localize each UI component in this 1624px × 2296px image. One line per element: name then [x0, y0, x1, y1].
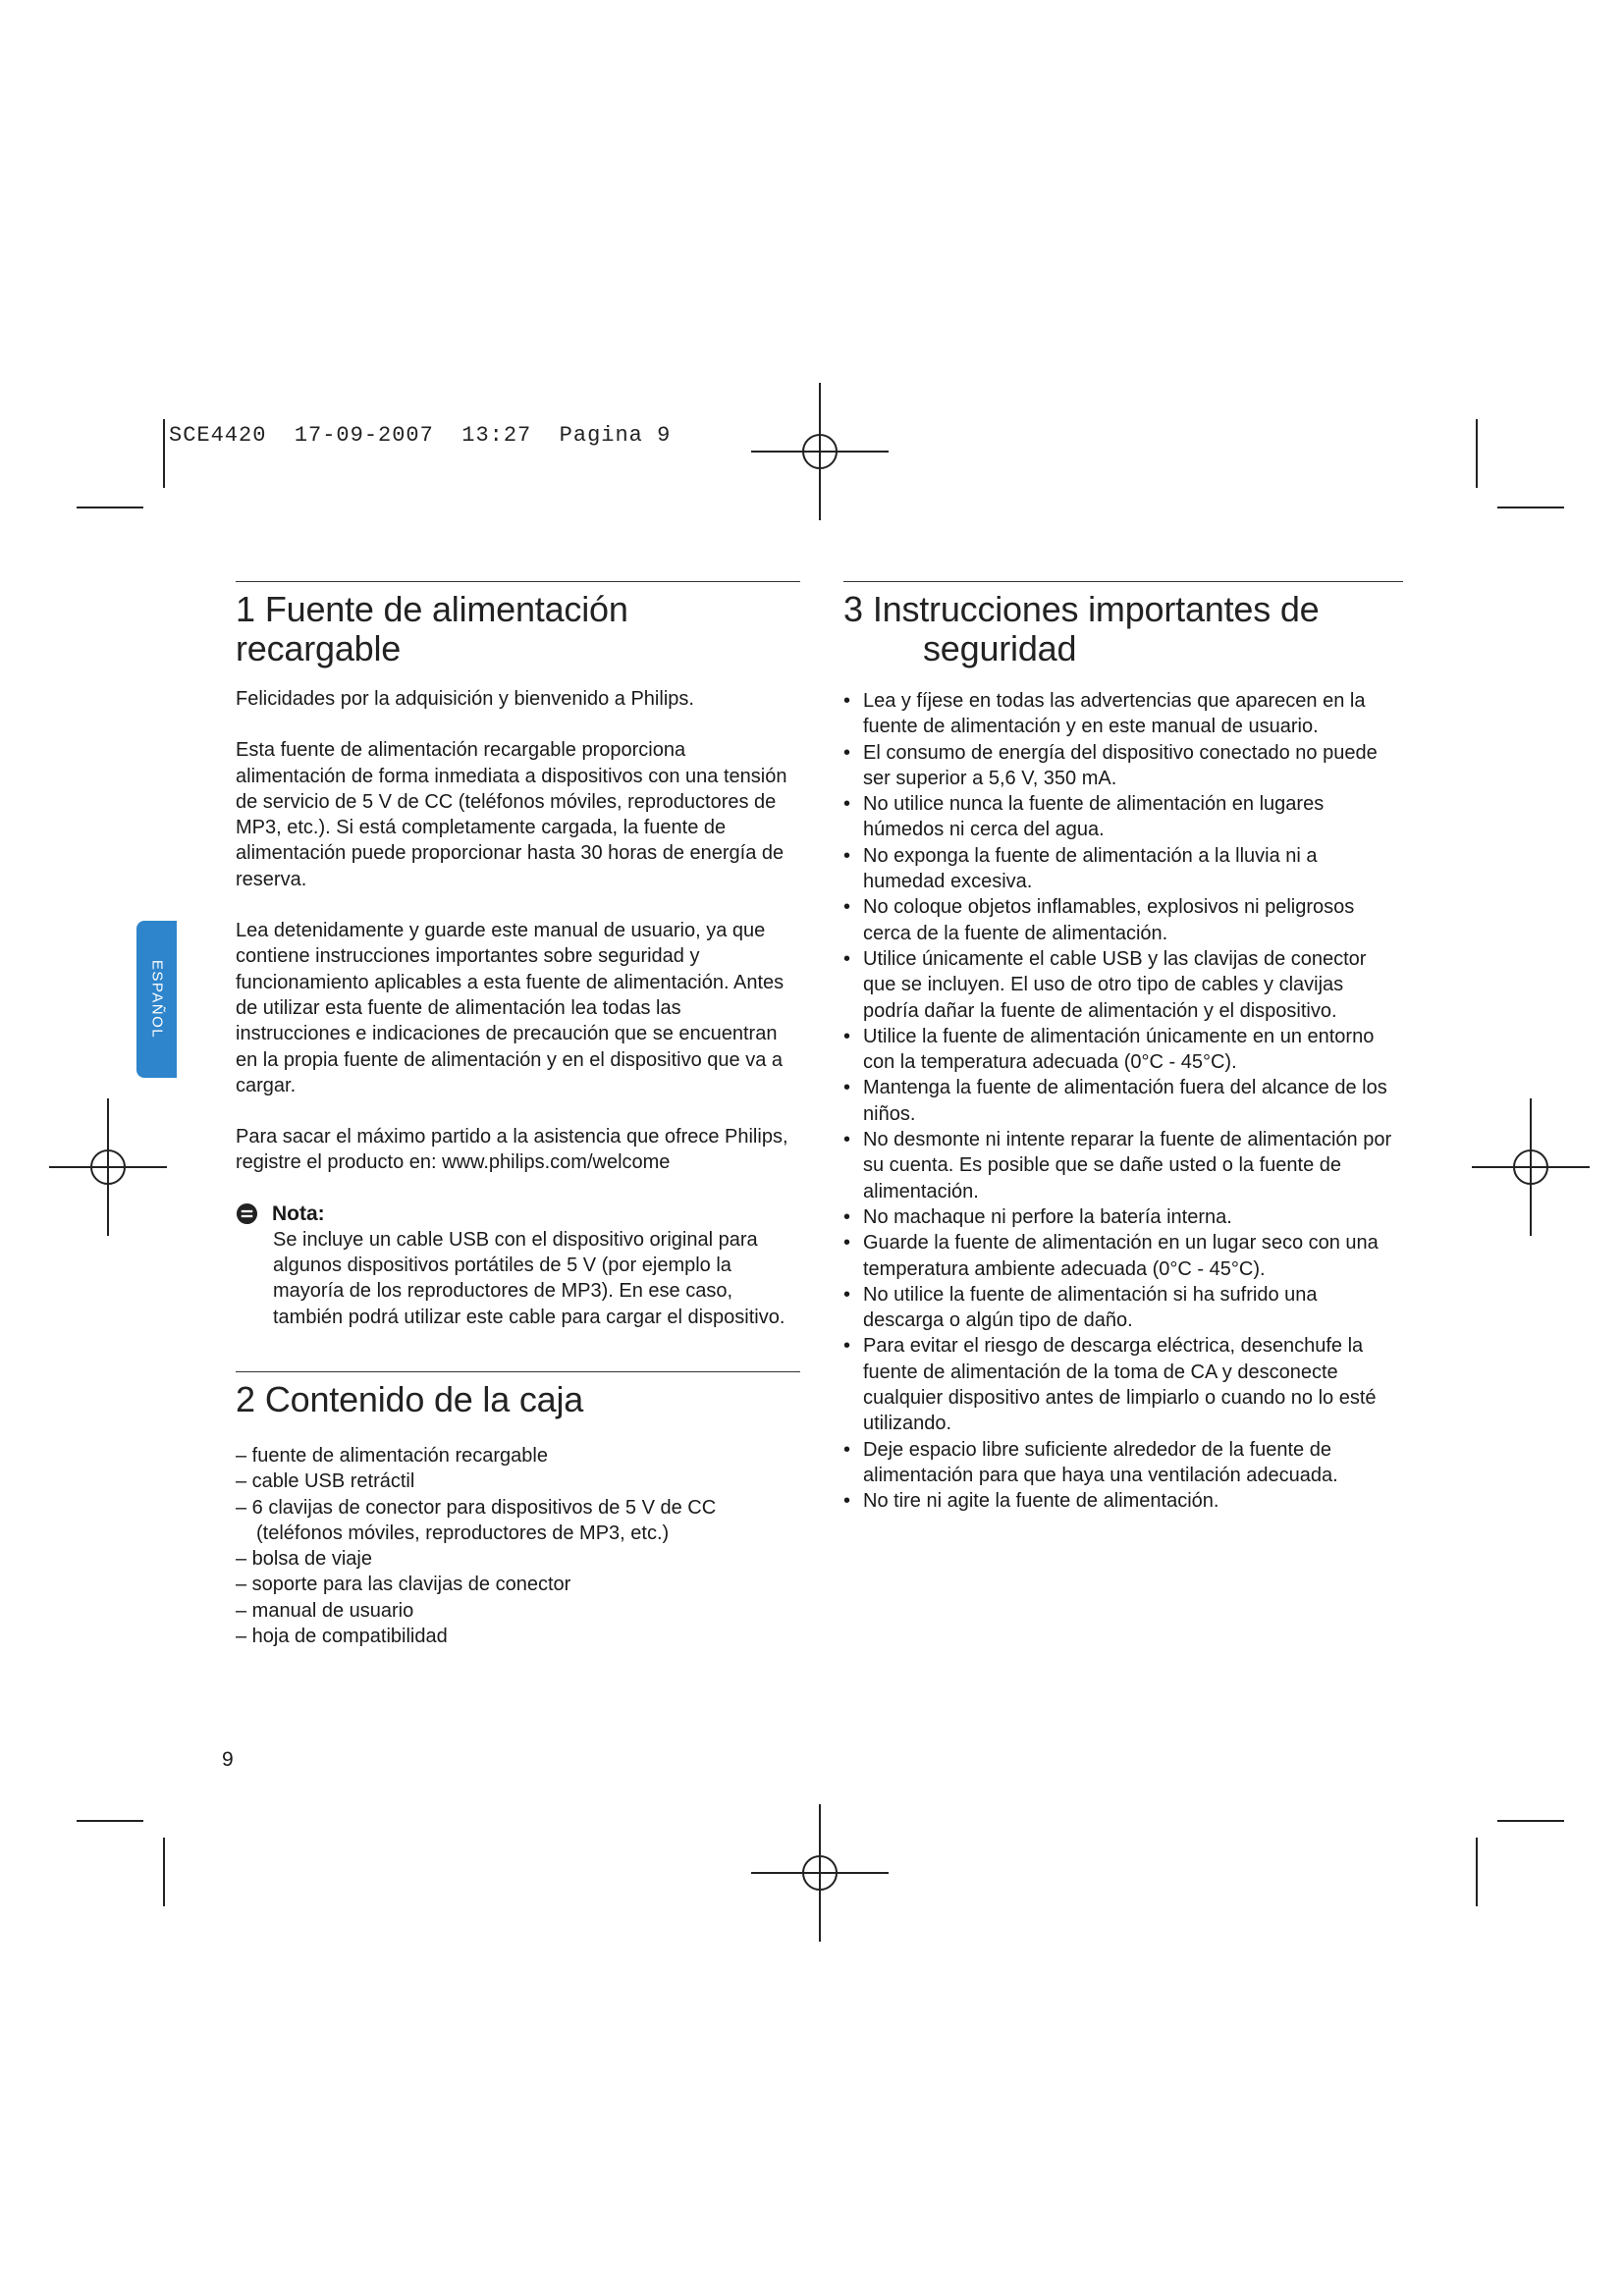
print-slug: SCE4420 17-09-2007 13:27 Pagina 9 — [169, 423, 672, 448]
bullet-glyph: • — [843, 896, 851, 919]
bullet-glyph: • — [843, 1283, 851, 1306]
section-1-paragraph-2: Lea detenidamente y guarde este manual de usuario, ya que contiene instrucciones importantes sobre seguridad y funcionamiento aplicables a esta fuente de alimentación. Antes de utilizar esta fuente de alimentación lea todas las instrucciones e indicaciones de precaución que se encuentran en la propia fuente de alimentación y en el dispositivo que va a cargar. — [236, 920, 785, 1096]
language-tab-label: ESPAÑOL — [148, 959, 165, 1040]
list-item-text: No exponga la fuente de alimentación a la lluvia ni a humedad excesiva. — [863, 844, 1318, 893]
section-1-rule — [236, 581, 800, 582]
list-item — [843, 1282, 1403, 1334]
list-item: – 6 clavijas de conector para dispositivos de 5 V de CC (teléfonos móviles, reproductores de MP3, etc.) — [236, 1496, 717, 1544]
note-label: Nota: — [272, 1201, 325, 1225]
page-number: 9 — [222, 1748, 234, 1771]
list-item: – fuente de alimentación recargable — [236, 1444, 548, 1467]
list-item — [843, 1204, 1403, 1230]
list-item-text: Para evitar el riesgo de descarga eléctrica, desenchufe la fuente de alimentación de la toma de CA y desconecte cualquier dispositivo antes de limpiarlo o cuando no lo esté utilizando. — [863, 1335, 1377, 1435]
section-2-rule — [236, 1371, 800, 1372]
crop-mark-top-right-horizontal — [1497, 507, 1564, 508]
section-1-heading — [236, 590, 800, 668]
list-item-text: Utilice la fuente de alimentación únicamente en un entorno con la temperatura adecuada (0°C - 45°C). — [863, 1025, 1375, 1074]
section-1-paragraph-1: Esta fuente de alimentación recargable proporciona alimentación de forma inmediata a dispositivos con una tensión de servicio de 5 V de CC (teléfonos móviles, reproductores de MP3, etc.). Si está completamente cargada, la fuente de alimentación puede proporcionar hasta 30 horas de energía de reserva. — [236, 739, 787, 890]
bullet-glyph: • — [843, 690, 851, 712]
list-item: – hoja de compatibilidad — [236, 1626, 448, 1648]
section-1-intro: Felicidades por la adquisición y bienvenido a Philips. — [236, 688, 694, 710]
list-item-text: Mantenga la fuente de alimentación fuera del alcance de los niños. — [863, 1077, 1387, 1125]
left-column — [236, 581, 800, 1649]
crop-mark-bottom-right-horizontal — [1497, 1820, 1564, 1822]
bullet-glyph: • — [843, 1129, 851, 1151]
list-item: – soporte para las clavijas de conector — [236, 1574, 571, 1596]
bullet-glyph: • — [843, 741, 851, 764]
section-2-title: Contenido de la caja — [264, 1378, 584, 1419]
crop-mark-bottom-left-vertical — [163, 1838, 165, 1906]
registration-mark-top — [751, 383, 889, 520]
list-item — [843, 791, 1403, 843]
list-item — [843, 843, 1403, 895]
list-item — [843, 740, 1403, 792]
section-2-number: 2 — [236, 1378, 255, 1419]
bullet-glyph: • — [843, 947, 851, 970]
registration-mark-bottom — [751, 1804, 889, 1942]
section-1-number: 1 — [236, 589, 255, 629]
registration-mark-left — [39, 1098, 177, 1236]
safety-instructions-list — [843, 688, 1403, 1515]
note-icon — [236, 1202, 258, 1225]
bullet-glyph: • — [843, 1025, 851, 1047]
list-item — [843, 946, 1403, 1024]
list-item — [843, 1230, 1403, 1282]
box-contents-list — [236, 1443, 800, 1649]
note-header — [236, 1201, 800, 1227]
list-item-text: Utilice únicamente el cable USB y las clavijas de conector que se incluyen. El uso de otro tipo de cables y clavijas podría dañar la fuente de alimentación y el dispositivo. — [863, 947, 1367, 1022]
crop-mark-top-left-vertical — [163, 419, 165, 488]
bullet-glyph: • — [843, 1490, 851, 1513]
list-item-text: No desmonte ni intente reparar la fuente de alimentación por su cuenta. Es posible que se dañe usted o la fuente de alimentación. — [863, 1129, 1392, 1202]
list-item: – cable USB retráctil — [236, 1470, 415, 1493]
bullet-glyph: • — [843, 1205, 851, 1228]
section-1-title: Fuente de alimentación recargable — [236, 589, 628, 668]
list-item-text: Deje espacio libre suficiente alrededor de la fuente de alimentación para que haya una ventilación adecuada. — [863, 1438, 1338, 1486]
section-3-title: Instrucciones importantes de seguridad — [872, 589, 1320, 668]
list-item-text: El consumo de energía del dispositivo conectado no puede ser superior a 5,6 V, 350 mA. — [863, 741, 1378, 789]
right-column — [843, 581, 1403, 1515]
list-item — [843, 1075, 1403, 1127]
list-item — [843, 894, 1403, 946]
note-box — [236, 1201, 800, 1330]
list-item — [843, 1333, 1403, 1436]
list-item-text: No coloque objetos inflamables, explosivos ni peligrosos cerca de la fuente de alimentación. — [863, 896, 1355, 944]
list-item-text: Lea y fíjese en todas las advertencias que aparecen en la fuente de alimentación y en este manual de usuario. — [863, 690, 1366, 738]
language-tab — [136, 921, 177, 1078]
bullet-glyph: • — [843, 1077, 851, 1099]
bullet-glyph: • — [843, 1232, 851, 1255]
list-item — [843, 1127, 1403, 1204]
bullet-glyph: • — [843, 844, 851, 867]
registration-mark-right — [1462, 1098, 1599, 1236]
crop-mark-top-right-vertical — [1476, 419, 1478, 488]
bullet-glyph: • — [843, 1335, 851, 1358]
section-2 — [236, 1371, 800, 1649]
list-item — [843, 1437, 1403, 1489]
note-text: Se incluye un cable USB con el dispositivo original para algunos dispositivos portátiles de 5 V (por ejemplo la mayoría de los reproductores de MP3). En ese caso, también podrá utilizar este cable para cargar el dispositivo. — [273, 1228, 785, 1328]
list-item-text: No utilice la fuente de alimentación si ha sufrido una descarga o algún tipo de daño. — [863, 1283, 1318, 1332]
section-1-paragraph-3: Para sacar el máximo partido a la asistencia que ofrece Philips, registre el producto en: www.philips.com/welcome — [236, 1126, 788, 1174]
list-item: – bolsa de viaje — [236, 1548, 372, 1571]
section-3-number: 3 — [843, 589, 863, 629]
list-item-text: No tire ni agite la fuente de alimentación. — [863, 1490, 1219, 1513]
section-2-heading — [236, 1380, 800, 1419]
list-item-text: Guarde la fuente de alimentación en un lugar seco con una temperatura ambiente adecuada (0°C - 45°C). — [863, 1232, 1379, 1280]
list-item — [843, 1488, 1403, 1514]
list-item-text: No machaque ni perfore la batería interna. — [863, 1205, 1232, 1228]
section-3-heading — [843, 590, 1403, 668]
bullet-glyph: • — [843, 1438, 851, 1461]
list-item — [843, 1024, 1403, 1076]
crop-mark-bottom-right-vertical — [1476, 1838, 1478, 1906]
list-item — [843, 688, 1403, 740]
section-3-rule — [843, 581, 1403, 582]
crop-mark-top-left-horizontal — [77, 507, 143, 508]
list-item-text: No utilice nunca la fuente de alimentación en lugares húmedos ni cerca del agua. — [863, 793, 1325, 841]
list-item: – manual de usuario — [236, 1599, 414, 1622]
crop-mark-bottom-left-horizontal — [77, 1820, 143, 1822]
bullet-glyph: • — [843, 793, 851, 816]
